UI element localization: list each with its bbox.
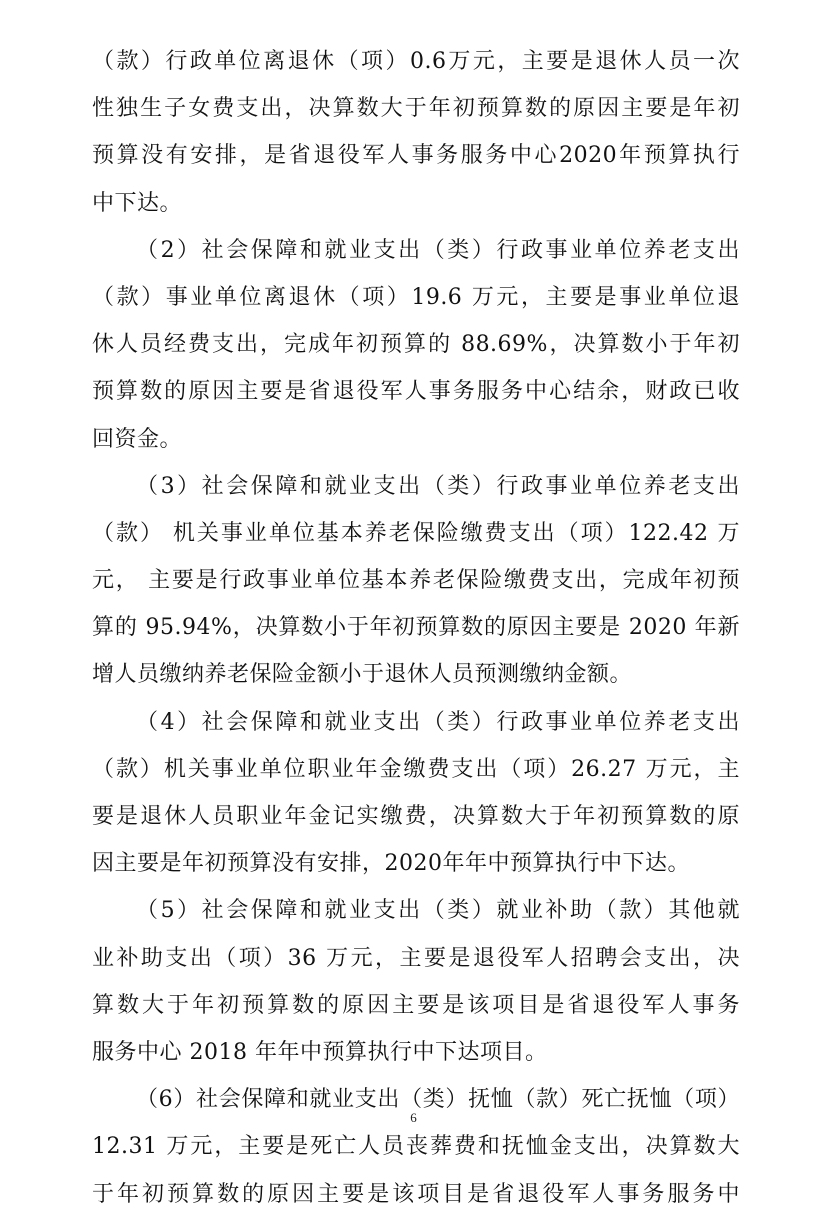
document-body (92, 38, 740, 1218)
text-line: 算的 95.94%，决算数小于年初预算数的原因主要是 2020 年新 (92, 615, 740, 641)
text-line: （款） 机关事业单位基本养老保险缴费支出（项）122.42 万 (92, 520, 740, 546)
text-line: 服务中心 2018 年年中预算执行中下达项目。 (92, 1039, 548, 1065)
text-line: （5）社会保障和就业支出（类）就业补助（款）其他就 (136, 898, 740, 924)
text-line: 因主要是年初预算没有安排，2020年年中预算执行中下达。 (92, 851, 690, 877)
text-line: （2）社会保障和就业支出（类）行政事业单位养老支出 (136, 237, 740, 263)
paragraph-6 (92, 1076, 740, 1218)
text-line: 元， 主要是行政事业单位基本养老保险缴费支出，完成年初预 (92, 568, 740, 594)
text-line: （4）社会保障和就业支出（类）行政事业单位养老支出 (136, 709, 740, 735)
text-line: 算数大于年初预算数的原因主要是该项目是省退役军人事务 (92, 992, 740, 1018)
text-line: 12.31 万元，主要是死亡人员丧葬费和抚恤金支出，决算数大 (92, 1134, 740, 1160)
text-line: 于年初预算数的原因主要是该项目是省退役军人事务服务中 (92, 1181, 740, 1207)
paragraph-4 (92, 699, 740, 888)
text-line: （3）社会保障和就业支出（类）行政事业单位养老支出 (136, 473, 740, 499)
text-line: 回资金。 (92, 426, 183, 452)
text-line: （款）行政单位离退休（项）0.6万元，主要是退休人员一次 (92, 49, 740, 74)
text-line: 预算没有安排，是省退役军人事务服务中心2020年预算执行 (92, 143, 740, 169)
paragraph-1 (92, 38, 740, 227)
paragraph-2 (92, 227, 740, 463)
text-line: 中下达。 (92, 190, 183, 216)
text-line: 休人员经费支出，完成年初预算的 88.69%，决算数小于年初 (92, 332, 740, 358)
text-line: 业补助支出（项）36 万元，主要是退役军人招聘会支出，决 (92, 945, 740, 971)
text-line: 增人员缴纳养老保险金额小于退休人员预测缴纳金额。 (92, 662, 633, 688)
text-line: （6）社会保障和就业支出（类）抚恤（款）死亡抚恤（项） (136, 1087, 740, 1113)
text-line: （款）事业单位离退休（项）19.6 万元，主要是事业单位退 (92, 284, 740, 310)
text-line: 预算数的原因主要是省退役军人事务服务中心结余，财政已收 (92, 379, 740, 405)
paragraph-3 (92, 463, 740, 699)
text-line: 要是退休人员职业年金记实缴费，决算数大于年初预算数的原 (92, 804, 740, 829)
paragraph-5 (92, 887, 740, 1076)
text-line: （款）机关事业单位职业年金缴费支出（项）26.27 万元，主 (92, 756, 740, 782)
text-line: 性独生子女费支出，决算数大于年初预算数的原因主要是年初 (92, 96, 740, 122)
page-number: 6 (410, 1110, 417, 1125)
